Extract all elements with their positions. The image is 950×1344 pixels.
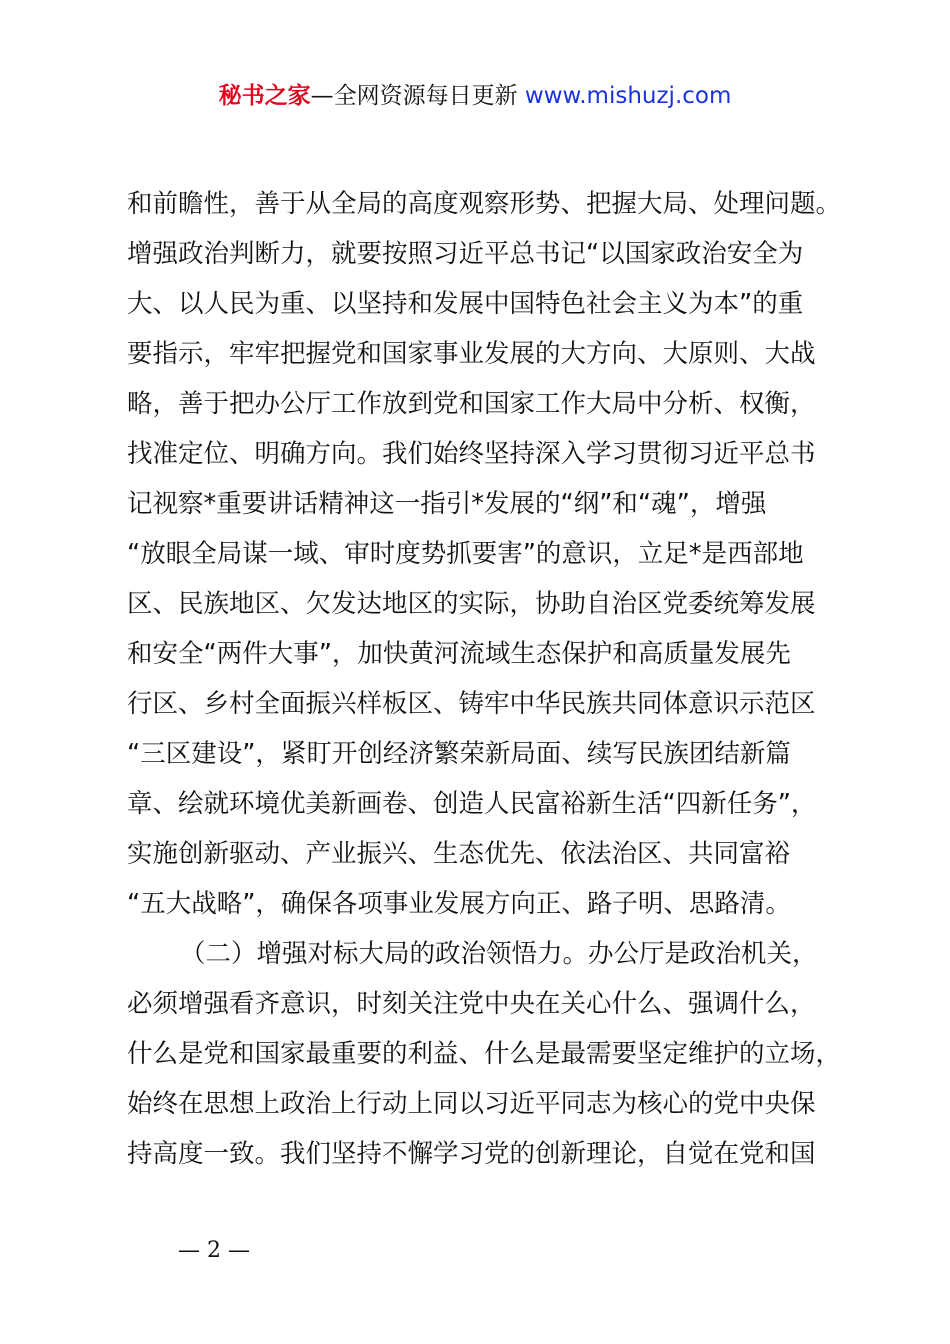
body-line: 始终在思想上政治上行动上同以习近平同志为核心的党中央保: [127, 1089, 816, 1119]
body-line: 区、民族地区、欠发达地区的实际，协助自治区党委统筹发展: [127, 589, 816, 619]
body-line: 要指示，牢牢把握党和国家事业发展的大方向、大原则、大战: [127, 339, 816, 369]
body-line: 和安全“两件大事”，加快黄河流域生态保护和高质量发展先: [127, 639, 791, 669]
section-heading-line: （二）增强对标大局的政治领悟力。办公厅是政治机关，: [180, 939, 818, 969]
body-line: “放眼全局谋一域、审时度势抓要害”的意识，立足*是西部地: [127, 539, 804, 569]
body-line: “三区建设”，紧盯开创经济繁荣新局面、续写民族团结新篇: [127, 739, 791, 769]
page-number: — 2 —: [178, 1238, 250, 1263]
body-line: 必须增强看齐意识，时刻关注党中央在关心什么、强调什么，: [127, 989, 816, 1019]
body-line: 记视察*重要讲话精神这一指引*发展的“纲”和“魂”，增强: [127, 489, 767, 519]
body-line: 增强政治判断力，就要按照习近平总书记“以国家政治安全为: [127, 239, 804, 269]
body-line: “五大战略”，确保各项事业发展方向正、路子明、思路清。: [127, 889, 791, 919]
body-line: 略，善于把办公厅工作放到党和国家工作大局中分析、权衡，: [127, 389, 816, 419]
body-line: 实施创新驱动、产业振兴、生态优先、依法治区、共同富裕: [127, 839, 791, 869]
site-url-link[interactable]: www.mishuzj.com: [517, 83, 732, 109]
body-line: 章、绘就环境优美新画卷、创造人民富裕新生活“四新任务”，: [127, 789, 817, 819]
site-header: [0, 80, 950, 112]
body-line: 持高度一致。我们坚持不懈学习党的创新理论，自觉在党和国: [127, 1139, 816, 1169]
site-slogan: —全网资源每日更新: [310, 83, 518, 109]
body-line: 什么是党和国家最重要的利益、什么是最需要坚定维护的立场，: [127, 1039, 842, 1069]
body-line: 和前瞻性，善于从全局的高度观察形势、把握大局、处理问题。: [127, 189, 842, 219]
body-line: 找准定位、明确方向。我们始终坚持深入学习贯彻习近平总书: [127, 439, 816, 469]
site-brand: 秘书之家: [218, 83, 311, 109]
body-line: 大、以人民为重、以坚持和发展中国特色社会主义为本”的重: [127, 289, 804, 319]
body-line: 行区、乡村全面振兴样板区、铸牢中华民族共同体意识示范区: [127, 689, 816, 719]
